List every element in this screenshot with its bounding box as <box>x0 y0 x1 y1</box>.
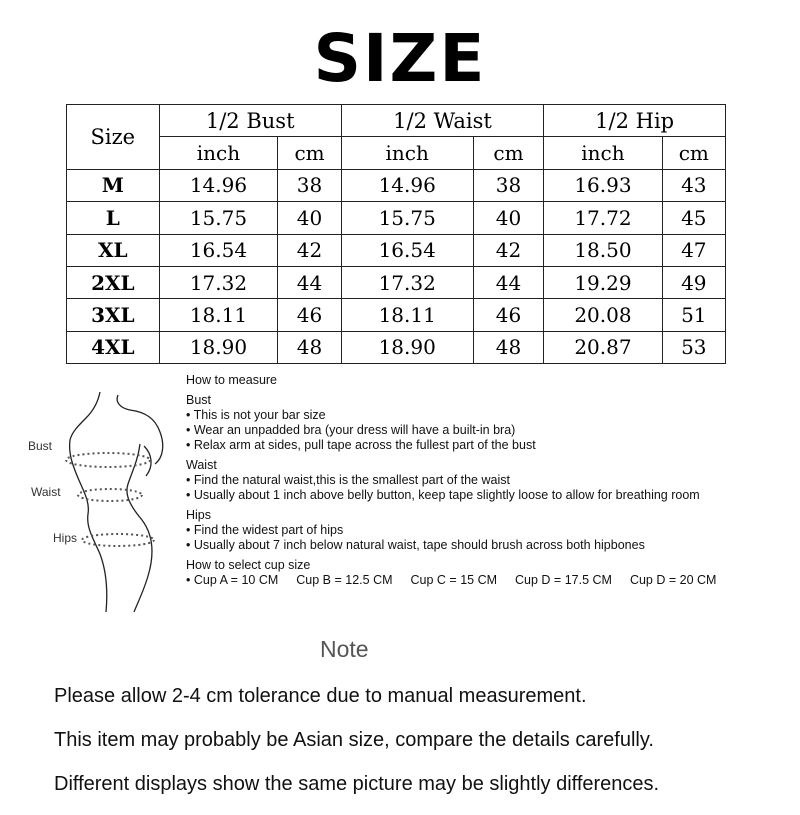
table-cell: 40 <box>473 202 544 234</box>
cup-size-item: • Cup A = 10 CM <box>186 573 279 587</box>
table-cell: 47 <box>662 234 725 266</box>
table-cell: 44 <box>473 266 544 298</box>
table-cell: 43 <box>662 169 725 201</box>
table-cell: 18.50 <box>544 234 662 266</box>
size-cell: XL <box>67 234 160 266</box>
table-header-row <box>67 105 726 137</box>
table-cell: 15.75 <box>341 202 473 234</box>
table-cell: 40 <box>278 202 341 234</box>
waist-bullet: • Usually about 1 inch above belly button, keep tape slightly loose to allow for breathing room <box>186 488 700 502</box>
table-cell: 53 <box>662 331 725 363</box>
unit-header: inch <box>159 137 278 169</box>
hips-figure-label: Hips <box>53 531 78 545</box>
waist-figure-label: Waist <box>31 485 61 499</box>
table-row <box>67 234 726 266</box>
bust-bullet: • This is not your bar size <box>186 408 326 422</box>
table-row <box>67 169 726 201</box>
table-cell: 38 <box>473 169 544 201</box>
table-cell: 16.54 <box>341 234 473 266</box>
hip-column-header: 1/2 Hip <box>544 105 726 137</box>
measure-instructions <box>186 373 786 588</box>
table-cell: 20.87 <box>544 331 662 363</box>
note-line: Please allow 2-4 cm tolerance due to manual measurement. <box>54 685 587 707</box>
table-cell: 20.08 <box>544 299 662 331</box>
bust-column-header: 1/2 Bust <box>159 105 341 137</box>
size-column-header: Size <box>67 105 160 170</box>
table-cell: 17.32 <box>159 266 278 298</box>
table-cell: 16.93 <box>544 169 662 201</box>
table-cell: 17.32 <box>341 266 473 298</box>
table-cell: 18.90 <box>341 331 473 363</box>
table-cell: 14.96 <box>341 169 473 201</box>
unit-header: inch <box>341 137 473 169</box>
waist-section-title: Waist <box>186 458 217 472</box>
size-cell: 3XL <box>67 299 160 331</box>
table-cell: 38 <box>278 169 341 201</box>
bust-figure-label: Bust <box>28 439 53 453</box>
size-cell: L <box>67 202 160 234</box>
cup-size-list <box>186 573 786 588</box>
table-cell: 42 <box>278 234 341 266</box>
table-row <box>67 266 726 298</box>
hips-section-title: Hips <box>186 508 212 522</box>
page-title: SIZE <box>313 20 487 97</box>
size-cell: M <box>67 169 160 201</box>
table-cell: 15.75 <box>159 202 278 234</box>
table-unit-row <box>67 137 726 169</box>
table-cell: 19.29 <box>544 266 662 298</box>
hips-bullet: • Find the widest part of hips <box>186 523 344 537</box>
table-cell: 42 <box>473 234 544 266</box>
table-cell: 17.72 <box>544 202 662 234</box>
table-cell: 48 <box>278 331 341 363</box>
cup-size-item: Cup D = 20 CM <box>629 573 717 587</box>
unit-header: cm <box>278 137 341 169</box>
table-cell: 18.11 <box>341 299 473 331</box>
note-line: This item may probably be Asian size, compare the details carefully. <box>54 729 654 751</box>
size-cell: 2XL <box>67 266 160 298</box>
table-cell: 48 <box>473 331 544 363</box>
bust-bullet: • Relax arm at sides, pull tape across the fullest part of the bust <box>186 438 536 452</box>
size-chart-table <box>66 104 726 364</box>
bust-bullet: • Wear an unpadded bra (your dress will have a built-in bra) <box>186 423 516 437</box>
note-list <box>54 683 659 815</box>
table-cell: 14.96 <box>159 169 278 201</box>
table-cell: 51 <box>662 299 725 331</box>
cup-size-item: Cup D = 17.5 CM <box>515 573 612 587</box>
waist-bullet: • Find the natural waist,this is the smallest part of the waist <box>186 473 510 487</box>
note-line: Different displays show the same picture may be slightly differences. <box>54 773 660 795</box>
body-silhouette-illustration <box>20 380 195 615</box>
table-row <box>67 299 726 331</box>
table-cell: 16.54 <box>159 234 278 266</box>
cup-size-item: Cup B = 12.5 CM <box>296 573 393 587</box>
table-cell: 46 <box>473 299 544 331</box>
table-cell: 46 <box>278 299 341 331</box>
table-cell: 18.90 <box>159 331 278 363</box>
table-cell: 49 <box>662 266 725 298</box>
table-row <box>67 331 726 363</box>
table-cell: 44 <box>278 266 341 298</box>
measure-heading: How to measure <box>186 373 278 387</box>
unit-header: inch <box>544 137 662 169</box>
unit-header: cm <box>473 137 544 169</box>
cup-section-title: How to select cup size <box>186 558 311 572</box>
table-row <box>67 202 726 234</box>
unit-header: cm <box>662 137 725 169</box>
table-cell: 18.11 <box>159 299 278 331</box>
table-cell: 45 <box>662 202 725 234</box>
body-measurement-figure <box>20 380 195 615</box>
waist-column-header: 1/2 Waist <box>341 105 544 137</box>
note-title: Note <box>320 636 369 662</box>
bust-section-title: Bust <box>186 393 212 407</box>
hips-bullet: • Usually about 7 inch below natural waist, tape should brush across both hipbones <box>186 538 645 552</box>
cup-size-item: Cup C = 15 CM <box>410 573 498 587</box>
size-cell: 4XL <box>67 331 160 363</box>
